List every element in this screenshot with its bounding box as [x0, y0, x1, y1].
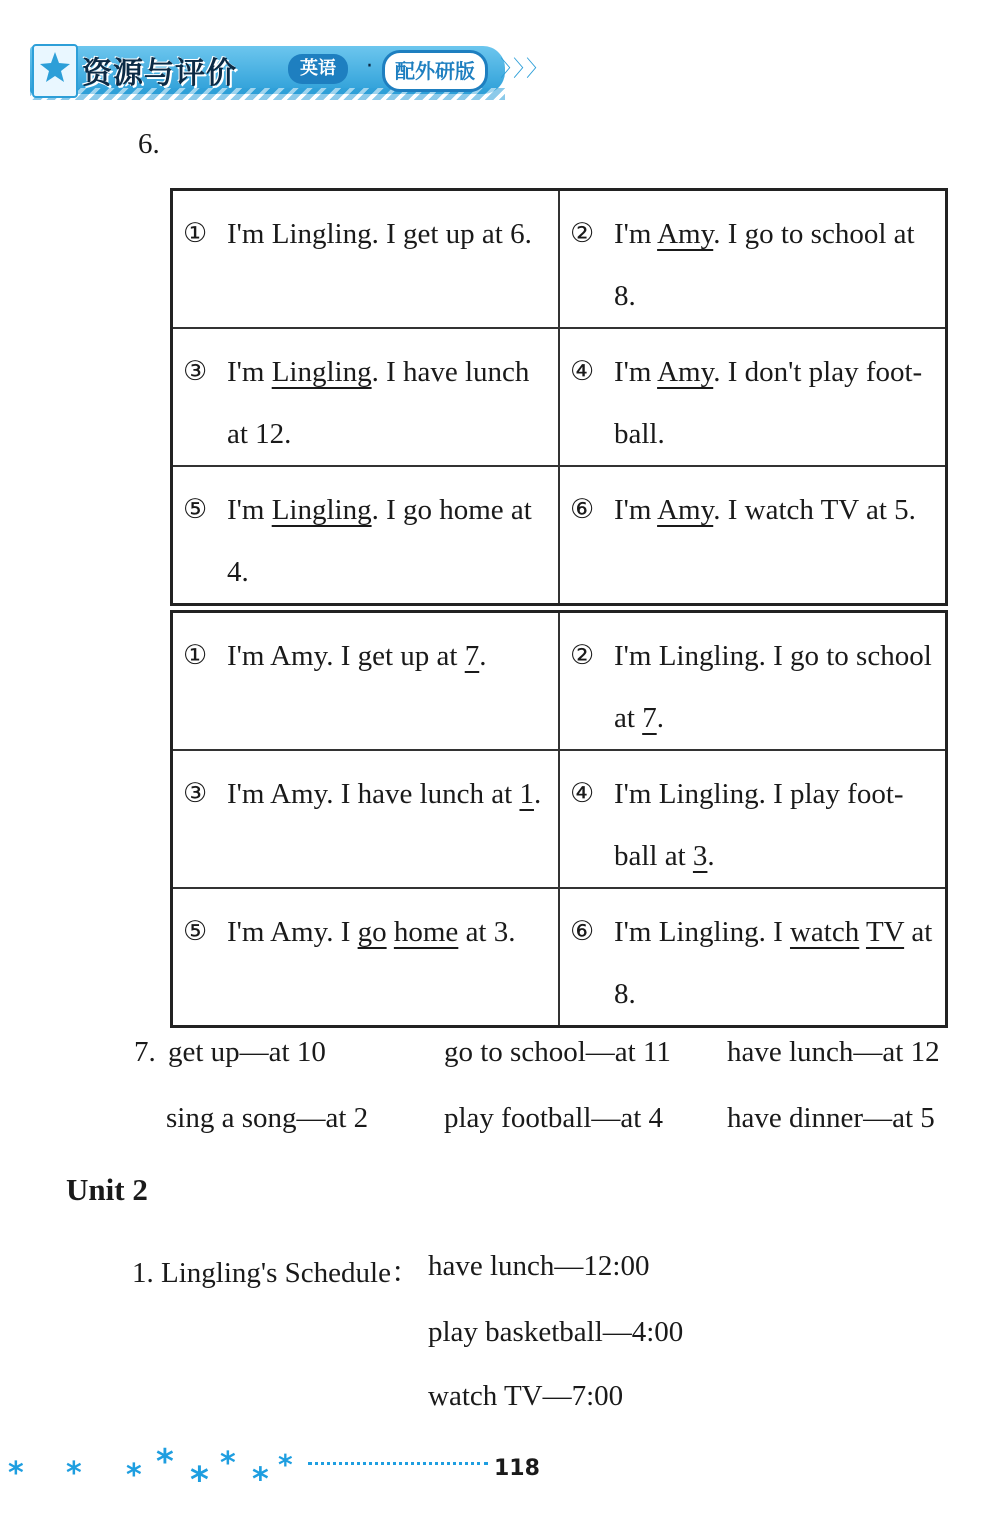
sentence-text: . — [656, 702, 664, 734]
sentence-text: . I go to school at 8. — [614, 218, 915, 312]
filled-blank: watch — [789, 916, 860, 948]
sentence-text — [387, 916, 394, 948]
sentence-text: at 3. — [458, 916, 516, 948]
cell-sentence — [227, 625, 546, 687]
cell-sentence — [614, 203, 933, 327]
table-cell — [559, 328, 947, 466]
cell-sentence — [227, 901, 546, 963]
filled-blank: Amy — [657, 356, 714, 388]
sentence-text: I'm — [227, 356, 272, 388]
star-icon: * — [126, 1458, 142, 1493]
filled-blank: 1 — [519, 778, 534, 810]
cell-sentence — [227, 763, 546, 825]
sentence-text: I'm Lingling. I go to school at — [614, 640, 932, 734]
star-icon: * — [278, 1448, 293, 1481]
table-cell — [559, 190, 947, 329]
star-icon: * — [156, 1442, 174, 1482]
table-row — [172, 328, 947, 466]
table-cell — [559, 612, 947, 751]
cell-sentence — [614, 625, 933, 749]
sentence-text: I'm — [614, 218, 658, 250]
item-number: ② — [570, 640, 595, 671]
table-cell — [172, 888, 560, 1027]
sentence-text: I'm Amy. I — [227, 916, 358, 948]
star-icon: * — [8, 1456, 24, 1491]
filled-blank: 7 — [642, 702, 657, 734]
schedule-label: 1. Lingling's Schedule： — [132, 1257, 420, 1289]
page-number: 118 — [494, 1456, 540, 1481]
schedule-item: play basketball—4:00 — [428, 1316, 684, 1348]
cell-sentence — [614, 763, 933, 887]
item-number: ④ — [570, 356, 595, 387]
filled-blank: Lingling — [271, 494, 372, 526]
sentence-text: at 8. — [614, 916, 933, 1010]
question-6-number: 6. — [138, 128, 160, 160]
q7-item: have lunch—at 12 — [727, 1036, 940, 1068]
item-number: ① — [183, 218, 208, 249]
sentence-text: . — [533, 778, 542, 810]
sentence-text — [859, 916, 866, 948]
sentence-text: . — [479, 640, 487, 672]
cell-sentence — [227, 479, 546, 603]
sentence-text: I'm — [614, 356, 658, 388]
table-row — [172, 190, 947, 329]
item-number: ④ — [570, 778, 595, 809]
footer-dotted-line — [308, 1462, 488, 1465]
sentence-text: . I have lunch at 12. — [227, 356, 530, 450]
table-row — [172, 612, 947, 751]
table-cell — [559, 750, 947, 888]
sentence-text: I'm Lingling. I get up at 6. — [227, 218, 532, 250]
sentence-text: . I watch TV at 5. — [713, 494, 916, 526]
cell-sentence — [227, 203, 546, 265]
table-cell — [559, 888, 947, 1027]
filled-blank: home — [393, 916, 459, 948]
sentence-text: I'm Amy. I have lunch at — [227, 778, 520, 810]
book-title: 资源与评价 — [82, 56, 237, 91]
sentence-text: I'm Amy. I get up at — [227, 640, 465, 672]
table-cell — [172, 190, 560, 329]
q7-item: get up—at 10 — [168, 1036, 326, 1068]
table-row — [172, 888, 947, 1027]
schedule-item: watch TV—7:00 — [428, 1380, 624, 1412]
filled-blank: Amy — [657, 218, 714, 250]
q7-item: sing a song—at 2 — [166, 1102, 369, 1134]
table-cell — [172, 466, 560, 605]
subject-badge: 英语 — [288, 54, 348, 84]
item-number: ⑥ — [570, 916, 595, 947]
header-banner — [30, 40, 510, 100]
sentence-text: . I don't play foot-ball. — [614, 356, 923, 450]
item-number: ⑥ — [570, 494, 595, 525]
answer-table-2 — [170, 610, 948, 1028]
star-icon: * — [190, 1460, 209, 1501]
schedule-item: have lunch—12:00 — [428, 1250, 650, 1282]
item-number: ① — [183, 640, 208, 671]
sentence-text: . — [707, 840, 715, 872]
sentence-text: . I go home at 4. — [227, 494, 532, 588]
item-number: ⑤ — [183, 916, 208, 947]
item-number: ② — [570, 218, 595, 249]
cell-sentence — [227, 341, 546, 465]
sentence-text: I'm — [614, 494, 658, 526]
filled-blank: Amy — [657, 494, 714, 526]
footer-stars-decoration — [8, 1442, 308, 1506]
star-icon: * — [66, 1456, 82, 1491]
item-number: ③ — [183, 356, 208, 387]
table-row — [172, 750, 947, 888]
star-icon: * — [252, 1460, 269, 1498]
sentence-text: I'm — [227, 494, 272, 526]
separator-dot: · — [366, 54, 373, 79]
series-logo — [32, 44, 78, 98]
question-7-number: 7. — [134, 1036, 156, 1068]
table-cell — [172, 328, 560, 466]
cell-sentence — [614, 479, 933, 541]
cell-sentence — [614, 341, 933, 465]
item-number: ⑤ — [183, 494, 208, 525]
star-logo-icon — [39, 50, 71, 90]
answer-table-1 — [170, 188, 948, 606]
item-number: ③ — [183, 778, 208, 809]
sentence-text: I'm Lingling. I play foot-ball at — [614, 778, 904, 872]
q7-item: play football—at 4 — [444, 1102, 664, 1134]
filled-blank: go — [357, 916, 387, 948]
edition-badge: 配外研版 — [382, 50, 488, 92]
table-row — [172, 466, 947, 605]
table-cell — [559, 466, 947, 605]
chevrons-icon: 〉〉〉 — [500, 57, 551, 82]
q7-item: have dinner—at 5 — [727, 1102, 935, 1134]
table-cell — [172, 750, 560, 888]
cell-sentence — [614, 901, 933, 1025]
filled-blank: Lingling — [271, 356, 372, 388]
filled-blank: TV — [865, 916, 905, 948]
star-icon: * — [220, 1446, 236, 1481]
table-cell — [172, 612, 560, 751]
unit-2-heading: Unit 2 — [66, 1172, 148, 1207]
sentence-text: I'm Lingling. I — [614, 916, 790, 948]
filled-blank: 7 — [464, 640, 480, 672]
filled-blank: 3 — [692, 840, 708, 872]
q7-item: go to school—at 11 — [444, 1036, 671, 1068]
